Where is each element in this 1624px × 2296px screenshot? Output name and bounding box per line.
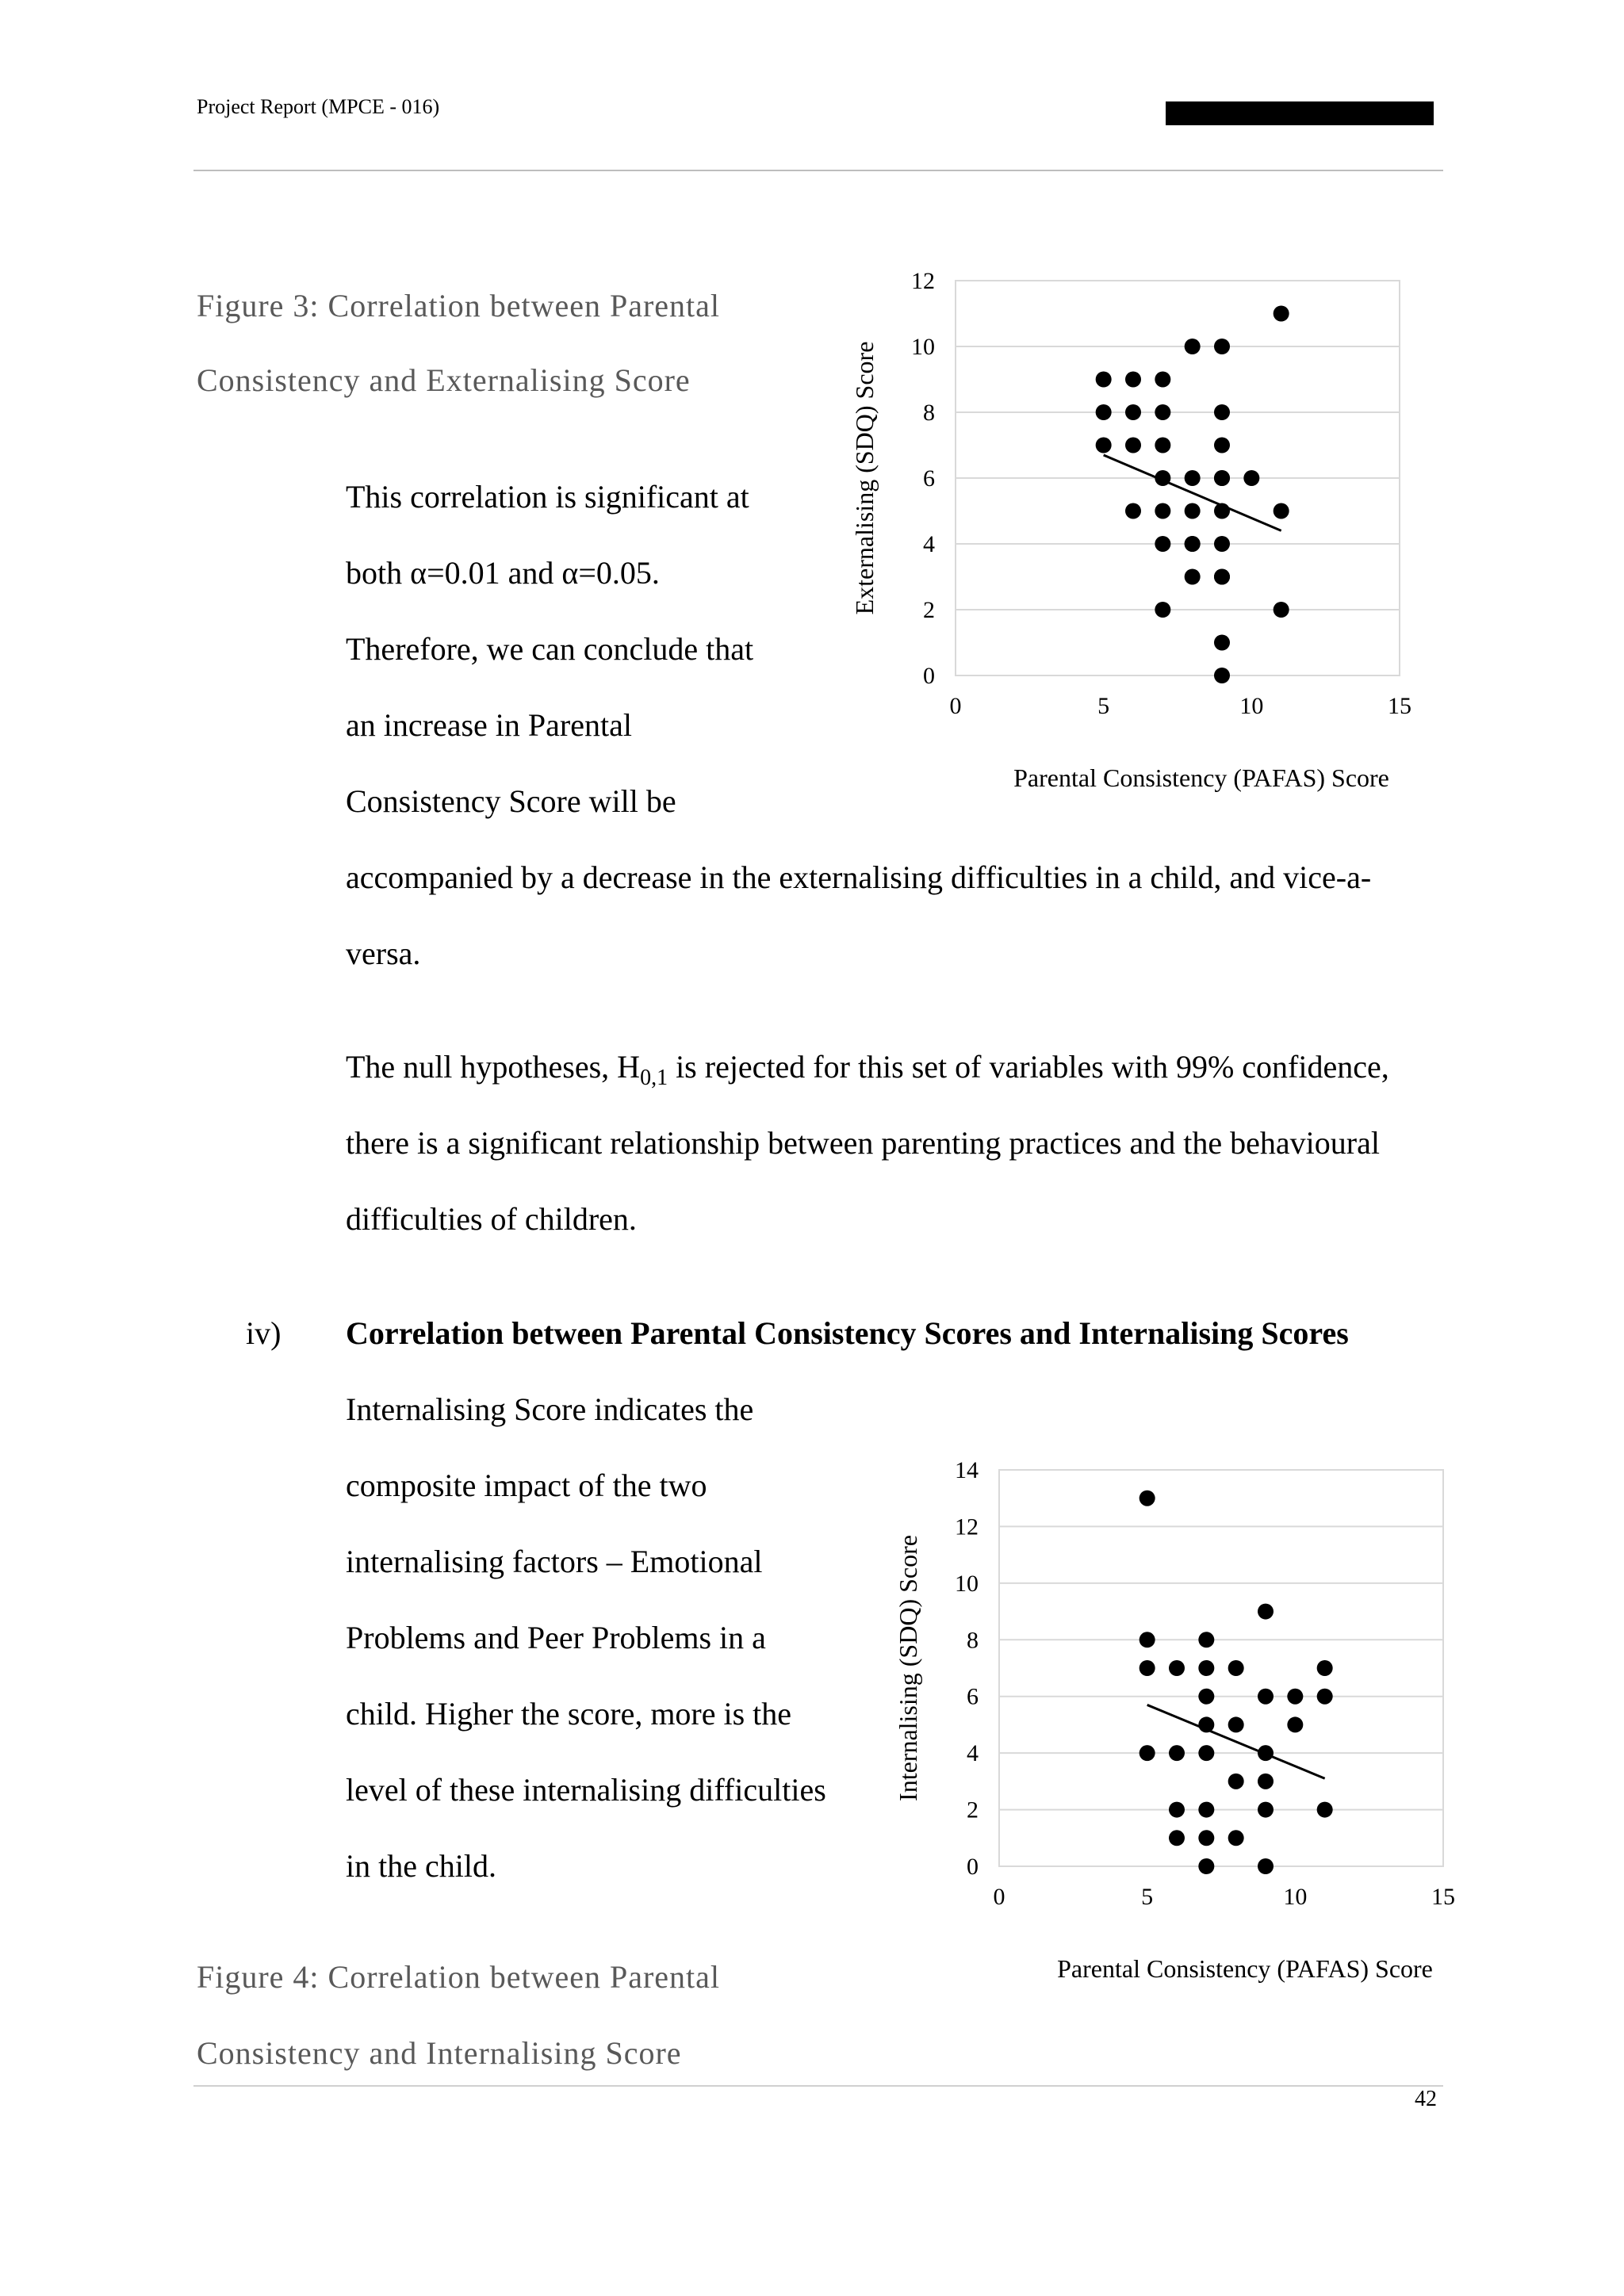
y-tick-label: 12 — [911, 268, 935, 294]
data-point — [1185, 470, 1201, 486]
data-point — [1155, 503, 1170, 519]
y-tick-label: 6 — [967, 1683, 979, 1710]
y-tick-label: 4 — [923, 531, 935, 557]
data-point — [1198, 1632, 1214, 1647]
x-tick-label: 15 — [1388, 693, 1411, 719]
figure4-caption-line1: Figure 4: Correlation between Parental — [197, 1959, 721, 1995]
data-point — [1198, 1802, 1214, 1818]
null-hypothesis-line — [346, 1048, 1389, 1091]
data-point — [1125, 503, 1141, 519]
data-point — [1096, 404, 1112, 420]
trendline — [1104, 455, 1281, 530]
paragraph-line: in the child. — [346, 1848, 496, 1884]
y-axis-title: Internalising (SDQ) Score — [894, 1535, 922, 1801]
data-point — [1317, 1802, 1333, 1818]
y-tick-label: 10 — [911, 334, 935, 360]
data-point — [1155, 372, 1170, 388]
paragraph-line: level of these internalising difficulties — [346, 1772, 826, 1808]
figure3-caption-line1: Figure 3: Correlation between Parental — [197, 288, 721, 323]
subsection-marker: iv) — [246, 1315, 282, 1351]
data-point — [1096, 438, 1112, 453]
x-tick-label: 5 — [1097, 693, 1110, 719]
data-point — [1258, 1689, 1274, 1705]
data-point — [1258, 1604, 1274, 1620]
paragraph-line: Internalising Score indicates the — [346, 1391, 754, 1427]
data-point — [1214, 668, 1230, 683]
data-point — [1258, 1774, 1274, 1789]
data-point — [1125, 372, 1141, 388]
data-point — [1214, 536, 1230, 552]
footer-divider — [193, 2085, 1443, 2087]
data-point — [1125, 438, 1141, 453]
data-point — [1287, 1689, 1303, 1705]
y-tick-label: 12 — [955, 1513, 979, 1540]
data-point — [1228, 1716, 1244, 1732]
figure4-caption-line2: Consistency and Internalising Score — [197, 2035, 682, 2071]
text-fragment: is rejected for this set of variables with 99% confidence, — [668, 1049, 1389, 1085]
data-point — [1198, 1689, 1214, 1705]
data-point — [1169, 1660, 1185, 1676]
data-point — [1214, 404, 1230, 420]
y-tick-label: 0 — [923, 663, 935, 689]
text-fragment: The null hypotheses, H — [346, 1049, 641, 1085]
data-point — [1139, 1745, 1155, 1761]
data-point — [1185, 339, 1201, 354]
paragraph-line: accompanied by a decrease in the externalising difficulties in a child, and vice-a- — [346, 859, 1372, 895]
x-tick-label: 0 — [949, 693, 962, 719]
data-point — [1169, 1745, 1185, 1761]
data-point — [1228, 1830, 1244, 1846]
y-tick-label: 8 — [967, 1627, 979, 1654]
x-tick-label: 10 — [1239, 693, 1264, 719]
figure3-caption-line2: Consistency and Externalising Score — [197, 362, 691, 398]
data-point — [1274, 503, 1289, 519]
data-point — [1139, 1660, 1155, 1676]
paragraph-line: both α=0.01 and α=0.05. — [346, 555, 660, 591]
paragraph-line: there is a significant relationship between parenting practices and the behavioural — [346, 1125, 1380, 1161]
x-axis-title: Parental Consistency (PAFAS) Score — [1013, 763, 1389, 792]
data-point — [1155, 602, 1170, 618]
paragraph-line: Therefore, we can conclude that — [346, 631, 754, 667]
data-point — [1185, 569, 1201, 585]
y-tick-label: 2 — [967, 1797, 979, 1823]
paragraph-line: Consistency Score will be — [346, 783, 676, 819]
paragraph-line: difficulties of children. — [346, 1201, 637, 1237]
data-point — [1125, 404, 1141, 420]
data-point — [1198, 1660, 1214, 1676]
data-point — [1317, 1689, 1333, 1705]
data-point — [1214, 339, 1230, 354]
y-axis-title: Externalising (SDQ) Score — [850, 341, 879, 615]
data-point — [1155, 438, 1170, 453]
data-point — [1258, 1858, 1274, 1874]
data-point — [1198, 1830, 1214, 1846]
data-point — [1228, 1774, 1244, 1789]
page-number: 42 — [1415, 2087, 1437, 2111]
data-point — [1214, 470, 1230, 486]
y-tick-label: 6 — [923, 465, 935, 492]
x-tick-label: 5 — [1141, 1884, 1154, 1910]
paragraph-line: versa. — [346, 936, 421, 971]
data-point — [1169, 1830, 1185, 1846]
internalising-scatter-chart — [872, 1451, 1522, 2006]
header-divider — [193, 170, 1443, 171]
subsection-heading: Correlation between Parental Consistency Scores and Internalising Scores — [346, 1315, 1349, 1351]
data-point — [1139, 1490, 1155, 1506]
data-point — [1274, 602, 1289, 618]
data-point — [1185, 503, 1201, 519]
page-header-title: Project Report (MPCE - 016) — [197, 95, 440, 118]
y-tick-label: 14 — [955, 1457, 979, 1483]
data-point — [1228, 1660, 1244, 1676]
plot-area — [999, 1470, 1443, 1866]
data-point — [1287, 1716, 1303, 1732]
y-tick-label: 0 — [967, 1854, 979, 1880]
data-point — [1214, 635, 1230, 651]
paragraph-line: Problems and Peer Problems in a — [346, 1620, 766, 1655]
y-tick-label: 2 — [923, 597, 935, 623]
data-point — [1274, 306, 1289, 322]
trendline — [1147, 1705, 1325, 1778]
x-tick-label: 10 — [1283, 1884, 1308, 1910]
paragraph-line: internalising factors – Emotional — [346, 1544, 763, 1579]
data-point — [1198, 1858, 1214, 1874]
data-point — [1198, 1745, 1214, 1761]
x-tick-label: 15 — [1431, 1884, 1455, 1910]
data-point — [1185, 536, 1201, 552]
data-point — [1243, 470, 1259, 486]
data-point — [1155, 404, 1170, 420]
data-point — [1169, 1802, 1185, 1818]
x-tick-label: 0 — [993, 1884, 1005, 1910]
redaction-bar — [1166, 101, 1434, 125]
data-point — [1096, 372, 1112, 388]
x-axis-title: Parental Consistency (PAFAS) Score — [1057, 1954, 1433, 1983]
data-point — [1155, 536, 1170, 552]
subscript: 0,1 — [640, 1066, 668, 1090]
paragraph-line: composite impact of the two — [346, 1468, 707, 1503]
y-tick-label: 4 — [967, 1740, 979, 1767]
externalising-scatter-chart — [825, 262, 1475, 817]
paragraph-line: child. Higher the score, more is the — [346, 1696, 792, 1732]
data-point — [1317, 1660, 1333, 1676]
data-point — [1139, 1632, 1155, 1647]
data-point — [1214, 569, 1230, 585]
y-tick-label: 10 — [955, 1570, 979, 1597]
y-tick-label: 8 — [923, 400, 935, 426]
data-point — [1214, 438, 1230, 453]
data-point — [1258, 1802, 1274, 1818]
paragraph-line: This correlation is significant at — [346, 479, 749, 515]
paragraph-line: an increase in Parental — [346, 707, 632, 743]
